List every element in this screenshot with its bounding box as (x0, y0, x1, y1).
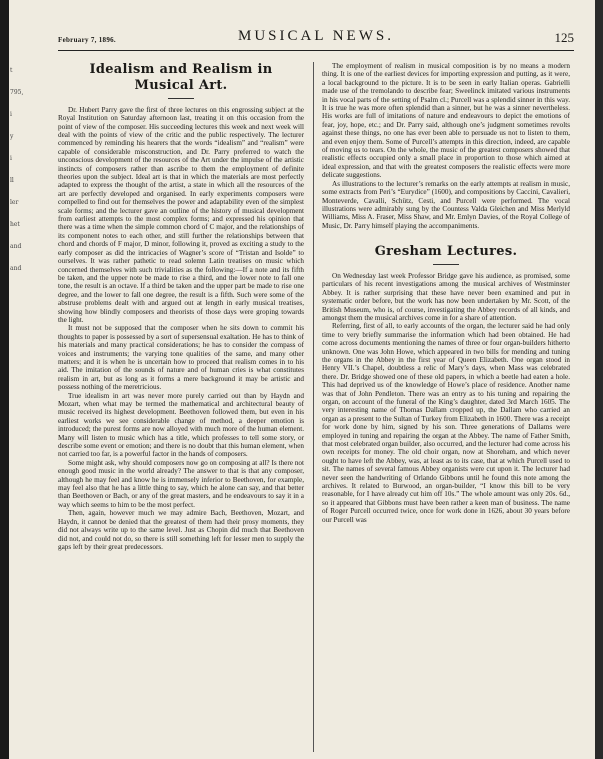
margin-fragment: ler (10, 199, 19, 206)
column-divider (313, 62, 314, 752)
page-header (58, 28, 574, 51)
article-paragraph: Referring, first of all, to early accounts of the organ, the lecturer said he had only time to very briefly summarise the information which had been obtained. He had come across documents mentioning the names of three or four organ-builders hitherto unknown. One was John Howe, which appeared in two bills for mending and tuning the organs in the Abbey in the first year of Queen Elizabeth. One organ stood in Henry VII.’s Chapel, doubtless a relic of Mary’s days, when Mass was celebrated there. Dr. Bridge showed one of these old papers, in which a beetle had eaten a hole. This had deprived us of the knowledge of Howe’s place of residence. Another name was that of John Pendleton. There was an entry as to his tuning and repairing the organ, on account of the funeral of the King’s daughter, dated 3rd March 1605. The very interesting name of Thomas Dallam cropped up, the Dallam who carried an organ as a present to the Sultan of Turkey from Elizabeth in 1600. There was a receipt for work done by him, signed by his son. Three generations of Dallams were employed in tuning and repairing the organ at the Abbey. The name of Father Smith, that most celebrated organ builder, also occurred, and the lecturer had come across his own receipts for money. The old choir organ, now at Shoreham, and which never ought to have left the Abbey, was, at least as to its case, that at which Purcell used to sit. The names of several famous Abbey organists were cut upon it. The lecturer had never seen the handwriting of Orlando Gibbons until he found this note among the archives. It related to Burwood, an organ-builder, “I know this bill to be very reasonable, for I have already cut him off 10s.” The whole amount was only 20s. 6d., so it appeared that Gibbons must have been rather a keen man of business. The name of Roger Purcell occurred twice, once for work done in 1626, about 30 years before our Purcell was (322, 322, 570, 524)
issue-date: February 7, 1896. (58, 36, 116, 44)
margin-fragments (10, 60, 22, 280)
article-paragraph: Some might ask, why should composers now go on composing at all? Is there not enough good music in the world already? The answer to that is that any composer, although he may feel and know he is immensely inferior to Beethoven, for example, may feel also that he has a little thing to say, which he alone can say, and that better than Beethoven or Bach, or any of the great masters, and he endeavours to say it in a way which seems to him to be the most perfect. (58, 458, 304, 509)
article-paragraph: As illustrations to the lecturer’s remarks on the early attempts at realism in music, some extracts from Peri’s “Eurydice” (1600), and compositions by Caccini, Cavalieri, Monteverde, Cavalli, Schütz, Cesti, and Purcell were performed. The vocal illustrations were admirably sung by the Countess Valda Gleichen and Miss Merlyld Williams, Miss A. Fraser, Miss Shaw, and Mr. Emlyn Davies, of the Royal College of Music, Dr. Parry himself playing the accompaniments. (322, 179, 570, 230)
article-paragraph: The employment of realism in musical composition is by no means a modern thing. It is one of the earliest devices for importing expression and putting, as it were, a local background to the picture. It is to be seen in early Italian operas. Gabrielli made use of the tremolando to describe fear; Sweelinck imitated various instruments in his vocal parts of the setting of Psalm cl.; Purcell was a splendid sinner in this way. It is true he was more often splendid than a sinner, but he was a sinner nevertheless. His works are full of imitations of nature and endeavours to depict the emotions of fear, joy, hope, etc.; and Dr. Parry said, although one’s judgment sometimes revolts against these things, no one has ever been able to persuade us not to listen to them, and even enjoy them. Some of Purcell’s attempts in this direction, indeed, are capable of moving us to tears. On the whole, the music of the greatest composers showed that realistic effects occupied only a small place in proportion to those which aimed at ideal expression, and that with the greatest composers the realistic effects were more delicate suggestions. (322, 62, 570, 180)
article-paragraph: Dr. Hubert Parry gave the first of three lectures on this engrossing subject at the Royal Institution on Saturday afternoon last, treating it on this occasion from the point of view of the composer. His succeeding lectures this week and next week will deal with the points of view of the critic and the public respectively. The lecturer commenced by reminding his hearers that the words “idealism” and “realism” were capable of considerable misconstruction, and Dr. Parry preferred to watch the unconscious development of the resources of the Art under the impulse of the artistic instincts of composers rather than ascribe to them the employment of definite theories upon the subject. Ideal art is that in which the materials are most perfectly adapted to express the thought of the artist, a state in which all the resources of the art are perfectly developed and organised. In early experiments composers were compelled to find out for themselves the power and adaptability even of the simplest scale forms; and the lecturer gave an outline of the history of musical development from earliest attempts to the most complex forms; and expressed his opinion that there was a time when the simple common chord of C major, and the relationships of its component notes to each other, and still further the relationships between that chord and chords of F major, D minor, following it, proved as exciting a study to the early composer as did the intricacies of Wagner’s score of “Tristan and Isolde” to ourselves. It was rather pathetic to read solemn Latin treatises on music which concerned themselves with such trivialities as the following:—If a note and its fifth be taken, and the upper note be made to rise a third, and the lower note to fall one tone, the result is an octave. If a third be taken and the upper part be made to rise one degree, and the lower to fall one degree, the result is a fifth. Such were some of the abstruse problems dealt with and argued out at length in early musical treatises, showing how blindly composers and theorists of those days were groping towards the light. (58, 105, 304, 324)
left-column (58, 62, 304, 752)
right-column (322, 62, 570, 752)
scan-edge-left (0, 0, 9, 759)
publication-title: MUSICAL NEWS. (238, 28, 394, 44)
scan-edge-right (595, 0, 603, 759)
article-title-idealism: Idealism and Realism in Musical Art. (89, 62, 273, 93)
margin-fragment: y (10, 133, 14, 140)
margin-fragment: 795, (10, 89, 24, 96)
margin-fragment: i (10, 155, 12, 162)
margin-fragment: and (10, 265, 22, 272)
margin-fragment: t (10, 67, 13, 74)
margin-fragment: het (10, 221, 20, 228)
margin-fragment: and (10, 243, 22, 250)
article-paragraph: True idealism in art was never more purely carried out than by Haydn and Mozart, when what may be termed the mathematical and architectural beauty of music received its highest development. Beethoven followed them, but even in his earliest works we see considerable change of method, a deeper emotion is introduced; the purest forms are now alloyed with much more of the human element. Many will listen to music which has a title, which professes to tell some story, or describe some event or emotion; and there is no doubt that this human element, when not carried too far, is a powerful factor in the hands of composers. (58, 391, 304, 459)
title-rule (433, 264, 459, 265)
margin-fragment: ll (10, 177, 14, 184)
title-rule (168, 98, 194, 99)
margin-fragment: i (10, 111, 12, 118)
article-paragraph: Then, again, however much we may admire Bach, Beethoven, Mozart, and Haydn, it cannot be denied that the greatest of them had their prosy moments, they did not always write up to the same level. Just as Chopin did much that Beethoven did not, and could not do, so there is still something left for lesser men to supply the gaps left by their great predecessors. (58, 509, 304, 551)
article-paragraph: On Wednesday last week Professor Bridge gave his audience, as promised, some particulars of his recent investigations among the musical archives of Westminster Abbey. It is rather surprising that these have never been examined and put in systematic order before, but the work has now been undertaken by Mr. Scott, of the British Museum, who is, of course, investigating the Abbey records of all kinds, and amongst them the musical archives come in for a share of attention. (322, 271, 570, 322)
article-title-gresham: Gresham Lectures. (374, 244, 518, 260)
article-paragraph: It must not be supposed that the composer when he sits down to commit his thoughts to paper is possessed by a sort of supersensual exaltation. He has to think of his materials and many practical considerations; he has to consider the compass of voices and instruments; the varying tone qualities of the same, and many other matters; and it is when he is uncertain how to proceed that realism comes in to his aid. The imitation of the sounds of nature and of human cries is what constitutes realism in art, but as long as it forms a mere background it may be artistic and possess nothing of the meretricious. (58, 324, 304, 392)
page-number: 125 (554, 30, 574, 45)
